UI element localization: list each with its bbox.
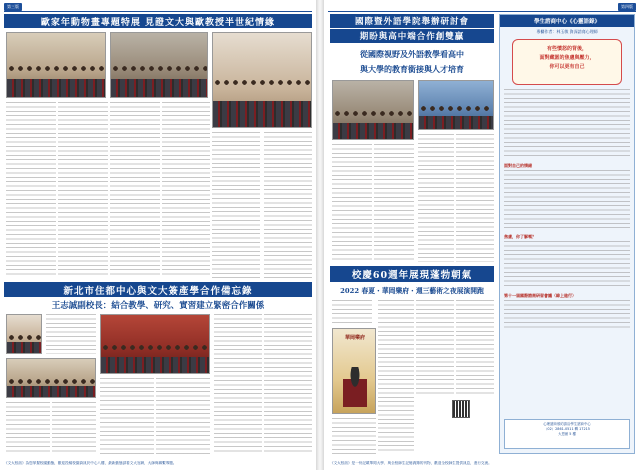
seminar-column-2 xyxy=(374,144,414,262)
sidebar-title-3: 第十一屆國際諮商研習會議（線上進行） xyxy=(504,293,576,298)
article1-column-5 xyxy=(212,132,260,278)
contact-line-2: （02）2861-0511 轉 17215 xyxy=(544,427,590,431)
sidebar-section-3 xyxy=(504,234,630,289)
anniversary-column-4 xyxy=(456,300,494,396)
page-gutter xyxy=(316,0,324,470)
photo-seminar-group xyxy=(332,80,414,140)
article2-column-5 xyxy=(214,314,262,454)
anniversary-lead xyxy=(332,300,372,324)
anniversary-headline: 校慶60週年展現蓬勃朝氣 xyxy=(330,266,494,282)
contact-line-3: 大恩館 5 樓 xyxy=(558,432,576,436)
seminar-column-3 xyxy=(418,134,454,262)
article2-column-3 xyxy=(100,378,154,454)
anniversary-column-1b xyxy=(332,418,376,454)
article1-column-4 xyxy=(162,102,210,278)
article2-column-1 xyxy=(6,402,50,454)
quote-line-3: 你可以更有自己 xyxy=(549,64,585,70)
seminar-column-4 xyxy=(456,134,494,262)
article1-column-3 xyxy=(110,102,160,278)
article2-column-2 xyxy=(52,402,96,454)
sidebar-contact-box xyxy=(504,419,630,449)
sidebar-body-2 xyxy=(504,170,630,230)
headline-banner: 歐家年動物畫專題特展 見證文大與歐教授半世紀情緣 xyxy=(4,14,312,28)
article2-lead xyxy=(46,314,96,354)
article2-column-4 xyxy=(156,378,210,454)
anniversary-subheadline: 2022 春夏・華岡樂府・週三藝術之夜展演開跑 xyxy=(340,287,484,295)
sidebar-section-1 xyxy=(504,89,630,159)
music-poster xyxy=(332,328,376,414)
right-footer: 《文大校訊》是一份記載華岡大學、與全校師生記憶渦錄的刊物，歡迎全校師生提供訊息，進行交流。 xyxy=(330,461,492,465)
qr-code xyxy=(452,400,470,418)
left-page xyxy=(0,0,316,470)
article2-column-6 xyxy=(264,314,312,454)
photo-audience xyxy=(212,32,312,128)
right-subheadline-line1: 從國際視野及外語教學看高中 xyxy=(360,48,464,59)
photo-mou-group xyxy=(6,358,96,398)
contact-line-1: 心理諮商預約請洽學生諮商中心 xyxy=(543,422,591,426)
photo-exhibition-opening xyxy=(6,32,106,98)
right-page-number: 第四版 xyxy=(618,3,636,11)
poster-title: 華岡樂府 xyxy=(344,335,365,341)
sidebar-quote-box xyxy=(512,39,622,85)
right-headline-line2: 期盼與高中端合作創雙贏 xyxy=(330,29,494,43)
sidebar-body-4 xyxy=(504,300,630,330)
sidebar-body-3 xyxy=(504,241,630,289)
photo-mou-signing-small xyxy=(6,314,42,354)
photo-group-guests xyxy=(110,32,208,98)
sidebar-header: 學生諮商中心《心靈語錄》 xyxy=(500,15,634,27)
top-rule xyxy=(4,11,312,12)
sidebar-section-2 xyxy=(504,163,630,230)
article1-column-6 xyxy=(264,132,312,278)
sidebar-title-2: 焦慮，你了解嗎？ xyxy=(504,234,536,239)
sidebar-section-4 xyxy=(504,293,630,330)
quote-line-2: 面對藏匿的焦慮與壓力， xyxy=(539,55,595,61)
article1-column-1 xyxy=(6,102,56,278)
photo-mou-signing xyxy=(100,314,210,374)
right-headline-line1: 國際暨外語學院舉辦研討會 xyxy=(330,14,494,28)
poster-figure xyxy=(343,367,367,407)
sidebar-title-1: 面對自己的情緒 xyxy=(504,163,532,168)
left-footer: 《文大校訊》為您掌握校園動態，歡迎投稿校園資訊於中心八樓，最新動態請看文大官網，大師與聯繫專題。 xyxy=(4,461,177,465)
headline2-banner: 新北市住都中心與文大簽產學合作備忘錄 xyxy=(4,282,312,297)
seminar-column-1 xyxy=(332,144,372,262)
quote-line-1: 有些憤怒的背後， xyxy=(546,46,587,52)
right-subheadline-line2: 與大學的教育銜接與人才培育 xyxy=(360,63,464,74)
left-page-number: 第三版 xyxy=(4,3,22,11)
anniversary-column-3 xyxy=(416,300,454,396)
sidebar-body-1 xyxy=(504,89,630,159)
sidebar-author: 專欄作者：林玉敏 資深諮商心理師 xyxy=(536,29,598,34)
top-rule-right xyxy=(328,11,636,12)
subheadline2: 王志誠副校長：結合教學、研究、實習建立緊密合作關係 xyxy=(51,300,265,311)
photo-seminar-speaker xyxy=(418,80,494,130)
counseling-sidebar xyxy=(499,14,635,454)
anniversary-column-2 xyxy=(378,300,414,454)
article1-column-2 xyxy=(58,102,108,278)
